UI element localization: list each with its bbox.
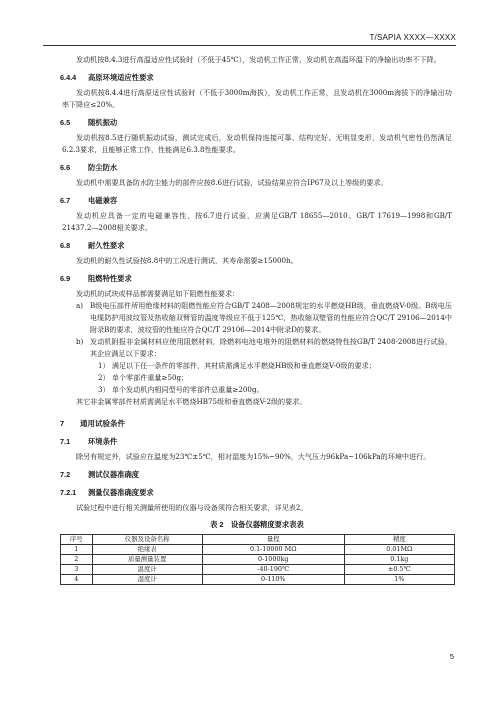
chapter-heading [60, 418, 452, 430]
table-cell: 绝缘表 [92, 545, 202, 555]
table-row [61, 555, 455, 565]
table-row [61, 545, 455, 555]
paragraph: 发动机按8.4.3进行高温适应性试验时（不低于45℃），发动机工作正常，发动机在高温环温下的净输出功率不下降。 [76, 55, 441, 64]
sub-list-item: 2） 单个零部件重量≥50g； [98, 373, 189, 382]
table-cell: 1% [344, 575, 454, 585]
section-number: 7.1 [60, 437, 71, 446]
table-cell: 1 [61, 545, 93, 555]
table-cell: 3 [61, 565, 93, 575]
chapter-title: 通用试验条件 [80, 419, 125, 428]
paragraph: 其它非金属零部件材质需满足水平燃烧HB75级和垂直燃烧V-2级的要求。 [76, 397, 307, 406]
list-item-text: B级电压部件所用绝缘材料的阻燃性能应符合GB/T 2408—2008规定的水平燃烧HB级，垂直燃烧V-0级。B级电压电缆防护用波纹管及热收缩双臂管的温度等级应不低于125℃，热收缩双壁管的性能应符合QC/T 29106—2014中附录B的要求，波纹管的性能应符合QC/T 29106—2014中附录D的要求。 [90, 301, 452, 334]
column-header: 仪器及设备名称 [92, 535, 202, 545]
paragraph: 发动机的试块或样品都需要满足如下阻燃性能要求： [76, 289, 240, 298]
paragraph: 发动机的耐久性试验按8.8中的工况进行测试，其寿命需要≥15000h。 [76, 256, 298, 265]
section-title: 阻燃特性要求 [88, 274, 132, 283]
section-title: 测量仪器准确度要求 [88, 488, 154, 497]
page-body [62, 54, 452, 585]
list-item-text: 发动机附报非金属材料应使用阻燃材料，除燃料电池电堆外的阻燃材料的燃烧特性按GB/T 2408-2008进行试验，其企应满足以下要求： [90, 337, 452, 358]
paragraph: 试验过程中进行相关测量所使用的仪器与设备须符合相关要求，详见表2。 [76, 503, 308, 512]
table-caption: 表 2 设备仪器精度要求表表 [210, 520, 304, 529]
section-heading [60, 273, 452, 285]
section-number: 6.7 [60, 196, 71, 205]
table-cell: ±0.5℃ [344, 565, 454, 575]
instrument-accuracy-table [60, 534, 455, 585]
section-number: 6.9 [60, 274, 71, 283]
table-cell: 0.1kg [344, 555, 454, 565]
section-title: 耐久性要求 [88, 241, 125, 250]
paragraph: 发动机按8.5进行随机振动试验，测试完成后，发动机保持连接可靠、结构完好、无明显变形，发动机气密性仍然满足6.2.3要求，且能够正常工作，性能满足6.3.8性能要求。 [62, 133, 452, 154]
section-title: 电磁兼容 [88, 196, 118, 205]
table-row [61, 565, 455, 575]
paragraph: 发动机应具备一定的电磁兼容性，按6.7进行试验，应满足GB/T 18655—2010、GB/T 17619—1998和GB/T 21437.2—2008相关要求。 [62, 211, 452, 232]
table-cell: -40-190℃ [202, 565, 344, 575]
section-heading [60, 195, 452, 207]
column-header: 精度 [344, 535, 454, 545]
paragraph: 发动机按8.4.4进行高原适应性试验时（不低于3000m海拔），发动机工作正常，且发动机在3000m海拔下的净输出功率下降应≤20%。 [62, 88, 452, 109]
table-cell: 0-1000kg [202, 555, 344, 565]
section-heading [60, 162, 452, 174]
section-title: 防尘防水 [88, 163, 118, 172]
table-cell: 温度计 [92, 565, 202, 575]
section-heading [60, 117, 452, 129]
section-number: 7.2 [60, 470, 71, 479]
list-item [62, 336, 452, 360]
section-number: 7.2.1 [60, 488, 77, 497]
section-heading [60, 240, 452, 252]
table-cell: 湿度计 [92, 575, 202, 585]
section-title: 高原环境适应性要求 [88, 73, 154, 82]
list-marker: b) [76, 337, 84, 346]
table-cell: 质量测量装置 [92, 555, 202, 565]
sub-list-item: 1） 满足以下任一条件的零部件，其材质需满足水平燃烧HB级和垂直燃烧V-0级的要求； [98, 361, 376, 370]
list-item [62, 300, 452, 336]
table-header-row [61, 535, 455, 545]
table-cell: 2 [61, 555, 93, 565]
standard-number: T/SAPIA XXXX—XXXX [369, 33, 456, 42]
section-heading [60, 72, 452, 84]
section-number: 6.5 [60, 118, 71, 127]
chapter-number: 7 [60, 419, 65, 428]
section-title: 测试仪器准确度 [88, 470, 140, 479]
section-title: 环境条件 [88, 437, 118, 446]
table-cell: 0-110% [202, 575, 344, 585]
table-cell: 0.01MΩ [344, 545, 454, 555]
table-cell: 0.1-10000 MΩ [202, 545, 344, 555]
column-header: 量程 [202, 535, 344, 545]
sub-list-item: 3） 单个发动机内相同型号的零部件总重量≥200g。 [98, 385, 264, 394]
section-heading [60, 436, 452, 448]
header-rule [43, 45, 456, 46]
table-cell: 4 [61, 575, 93, 585]
section-heading [60, 469, 452, 481]
paragraph: 除另有规定外，试验应在温度为23℃±5℃，相对湿度为15%~90%，大气压力96kPa~106kPa的环境中进行。 [76, 452, 431, 461]
table-row [61, 575, 455, 585]
subsection-heading [60, 487, 452, 499]
column-header: 序号 [61, 535, 93, 545]
page-number: 5 [449, 652, 454, 661]
list-marker: a) [76, 301, 83, 310]
section-number: 6.6 [60, 163, 71, 172]
paragraph: 发动机中需要具备防水防尘能力的部件应按8.6进行试验，试验结果应符合IP67及以上等级的要求。 [76, 178, 388, 187]
section-title: 随机振动 [88, 118, 118, 127]
section-number: 6.8 [60, 241, 71, 250]
section-number: 6.4.4 [60, 73, 77, 82]
